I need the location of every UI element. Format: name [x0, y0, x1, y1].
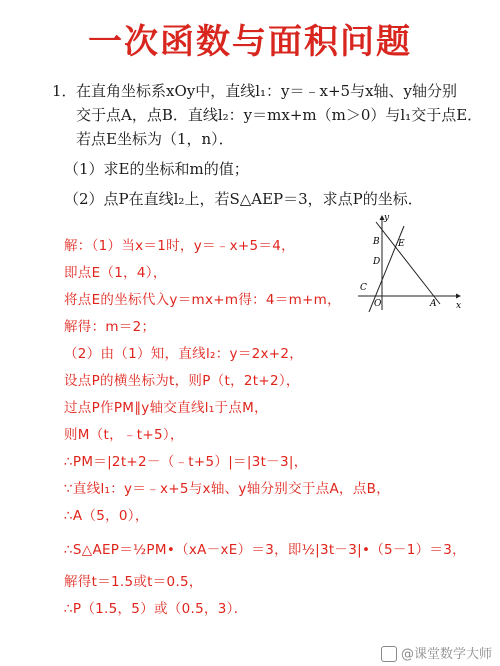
line-l1: [376, 222, 440, 304]
solution-line-1: 解：（1）当x＝1时，y＝﹣x+5＝4，: [64, 238, 295, 254]
problem-number: 1．: [52, 82, 77, 100]
problem-line-2: 交于点A，点B．直线l₂：y＝mx+m（m＞0）与l₁交于点E．: [76, 106, 483, 124]
watermark: [381, 643, 492, 663]
solution-line-7: 过点P作PM∥y轴交直线l₁于点M，: [64, 400, 268, 416]
watermark-text: @课堂数学大师: [400, 646, 492, 662]
solution-line-3: 将点E的坐标代入y＝mx+m得：4＝m+m，: [64, 292, 341, 308]
solution-line-6: 设点P的横坐标为t，则P（t，2t+2），: [64, 373, 300, 389]
label-D: D: [373, 257, 381, 267]
label-B: B: [373, 237, 380, 247]
solution-line-4: 解得：m＝2；: [64, 319, 156, 335]
x-axis-arrow: [456, 294, 461, 299]
solution-line-11: ∴A（5，0），: [64, 508, 149, 524]
solution-line-14: ∴P（1.5，5）或（0.5，3）．: [64, 601, 248, 617]
label-x: x: [456, 301, 462, 311]
solution-line-2: 即点E（1，4），: [64, 265, 167, 281]
problem-line-3: 若点E坐标为（1，n）．: [76, 130, 234, 148]
label-C: C: [360, 283, 367, 293]
solution-line-12: ∴S△AEP＝½PM•（xA－xE）＝3，即½|3t－3|•（5－1）＝3，: [64, 542, 466, 558]
solution-line-13: 解得t＝1.5或t＝0.5，: [64, 574, 203, 590]
question-1: （1）求E的坐标和m的值；: [64, 160, 249, 178]
problem-line-1: 在直角坐标系xOy中，直线l₁：y＝﹣x+5与x轴、y轴分别: [76, 82, 458, 100]
coordinate-graph: [352, 212, 464, 312]
label-y: y: [384, 213, 390, 223]
solution-line-8: 则M（t，﹣t+5），: [64, 427, 184, 443]
label-O: O: [374, 299, 382, 309]
watermark-logo-icon: [381, 646, 397, 662]
label-A: A: [430, 299, 437, 309]
label-E: E: [398, 239, 405, 249]
page-title: 一次函数与面积问题: [88, 22, 412, 62]
solution-line-9: ∴PM＝|2t+2－（﹣t+5）|＝|3t－3|，: [64, 454, 308, 470]
question-2: （2）点P在直线l₂上，若S△AEP＝3，求点P的坐标．: [64, 190, 423, 208]
solution-line-10: ∵直线l₁：y＝﹣x+5与x轴、y轴分别交于点A，点B，: [64, 481, 391, 497]
solution-line-5: （2）由（1）知，直线l₂：y＝2x+2，: [64, 346, 304, 362]
